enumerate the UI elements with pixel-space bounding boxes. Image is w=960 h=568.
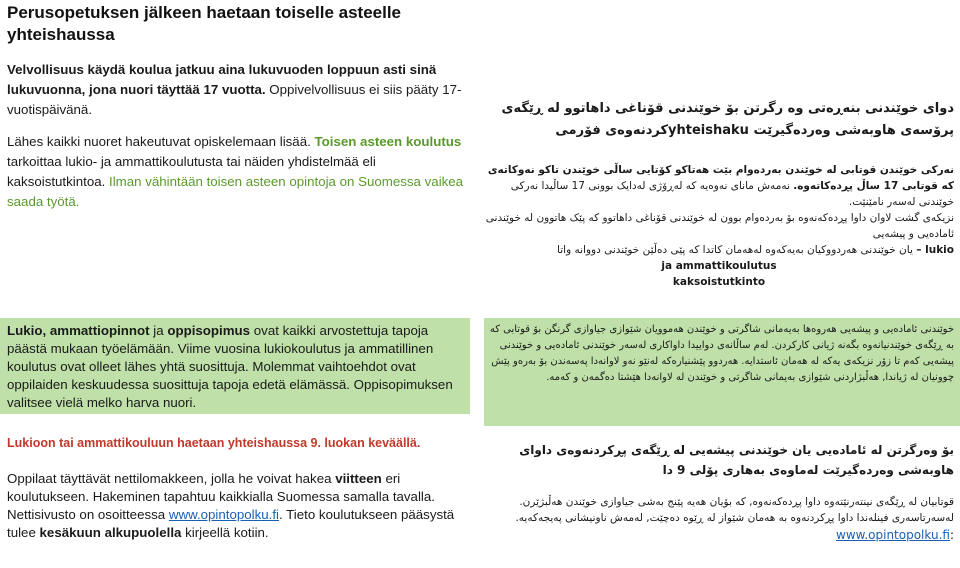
- fi-apply-heading-wrap: [7, 434, 469, 452]
- fi-box-s2: ja: [149, 323, 168, 338]
- fi-apply-b: viitteen: [335, 471, 382, 486]
- fi-p2-d: Ilman vähintään toisen asteen opintoja on Suomessa vaikea saada työtä.: [7, 174, 464, 209]
- fi-apply-a: Oppilaat täyttävät nettilomakkeen, jolla he voivat hakea: [7, 471, 336, 486]
- fi-apply-section: [7, 470, 469, 542]
- ku-apply-heading-wrap: [484, 440, 954, 480]
- ku-apply-section: [484, 494, 954, 544]
- ku-title-b: yhteishaku: [668, 123, 749, 138]
- ku-kaksois-line: kaksoistutkinto: [672, 276, 766, 288]
- ku-intro-rest: نەمەش مانای نەوەیە کە لەڕۆژی لەدایک بوونی 17 ساڵیدا نەرکی خوێندنی لەسەر نامێنێت.: [510, 180, 954, 208]
- fi-box-s4: ovat kaikki arvostettuja tapoja päästä mukaan työelämään. Viime vuosina lukiokoulutus ja ammatillinen koulutus ovat olleet lähes yhtä suosittuja. Molemmat vaihtoehdot ovat oppilaiden keskuudessa suosittuja tapoja edetä elämässä. Oppisopimuksen valitsee vielä melko harva nuori.: [7, 323, 453, 410]
- ku-intro-paragraph: [484, 162, 954, 210]
- fi-opintopolku-link[interactable]: www.opintopolku.fi: [168, 507, 280, 522]
- ku-intro-bold: نەرکی خوێندن قوتابی لە خوێندن بەردەوام بێت هەتاکو کۆتایی ساڵی خوێندن تاکو نەوکاتەی کە قوتابی 17 ساڵ پڕدەکاتەوە.: [487, 164, 954, 192]
- fi-apply-paragraph: [7, 470, 469, 542]
- ku-lukio-text: یان خوێندنی هەردووکیان بەیەکەوە لەهەمان کاتدا کە پێی دەڵێن خوێندنی دووانە واتا: [557, 244, 917, 256]
- fi-intro-rest: Oppivelvollisuus ei siis pääty 17-vuotispäivänä.: [7, 82, 462, 117]
- fi-page-title: Perusopetuksen jälkeen haetaan toiselle asteelle yhteishaussa: [7, 3, 402, 44]
- ku-title-c: کردنەوەی فۆرمی: [555, 123, 669, 138]
- ku-intro-section: [484, 162, 954, 290]
- ku-lukio-label: lukio –: [916, 244, 954, 256]
- ku-box-paragraph: خوێندنی ئامادەیی و پیشەیی هەروەها بەیەمانی شاگرتی و خوێندن هەموویان شێوازی جیاوازی گرنگن بۆ قوتابی کە بە ڕێگەی خوێندنیانەوە بگەنە ژیانی کارکردن. لەم ساڵانەی دواییدا داواکاری لەسەر خوێندنی ئامادەیی و خوێندنی پیشەیی کەم تا زۆر نزیکەی یەکە لە هەمان ئاستدایە. هەردوو پێشنیارەکە لەنێو نەو لاوانەدا پەسەندن بۆ بەرەو پێش چوونیان لە ژیاندا, هەڵبژاردنی شێوازی بەیمانی شاگرتی و خوێندن لە لاوانەدا هێشتا دەگمەن و کەمە.: [489, 324, 954, 383]
- ku-apply-paragraph: قوتابیان لە ڕێگەی نینتەرنێتەوە داوا پڕدەکەنەوە, کە بۆیان هەیە پێنج بەشی جیاوازی خوێندن هەڵبژێرن. لەسەرتاسەری فینلەندا داوا پڕکردنەوە بە هەمان شێواز لە ڕێوە دەچێت, لەمەش ناونیشانی پەیجەکەیە.: [515, 496, 954, 524]
- ku-lukio-paragraph: [484, 242, 954, 258]
- ku-opintopolku-link[interactable]: www.opintopolku.fi: [836, 528, 950, 542]
- ku-box-content: [484, 322, 954, 386]
- fi-apply-f: kirjeellä kotiin.: [181, 525, 269, 540]
- fi-education-text: [7, 132, 469, 212]
- fi-box-content: [7, 322, 469, 412]
- fi-p2-c: tarkoittaa lukio- ja ammattikoulutusta tai näiden yhdistelmää eli kaksoistutkintoa.: [7, 154, 376, 189]
- fi-header-section: [7, 2, 469, 46]
- fi-p2-a: Lähes kaikki nuoret hakeutuvat opiskelemaan lisää.: [7, 134, 311, 149]
- fi-box-paragraph: [7, 322, 469, 412]
- fi-intro-bold: Velvollisuus käydä koulua jatkuu aina lukuvuoden loppuun asti sinä lukuvuonna, jona nuori täyttää 17 vuotta.: [7, 62, 437, 97]
- fi-p2-b: Toisen asteen koulutus: [310, 134, 462, 149]
- fi-apply-e: kesäkuun alkupuolella: [39, 525, 182, 540]
- ku-link-line: www.opintopolku.fi:: [836, 528, 954, 542]
- ku-apply-heading: بۆ وەرگرتن لە ئامادەیی یان خوێندنی پیشەیی لە ڕێگەی پڕکردنەوەی داوای هاوبەشی وەردەگیرێت لەماوەی بەهاری پۆلی 9 دا: [519, 443, 954, 477]
- ku-title-a: دوای خوێندنی بنەڕەتی وە رگرتن بۆ خوێندنی قۆناغی داهاتوو لە ڕێگەی پرۆسەی هاوبەشی وەردەگیرێت: [501, 101, 954, 138]
- ku-title-section: [484, 98, 954, 142]
- fi-apply-d: . Tieto koulutukseen pääsystä tulee: [7, 507, 455, 540]
- ku-page-title: [484, 98, 954, 142]
- fi-education-paragraph: [7, 132, 469, 212]
- fi-intro-paragraph: [7, 60, 469, 120]
- ku-education-paragraph: نزیکەی گشت لاوان داوا پڕدەکەنەوە بۆ بەردەوام بوون لە خوێندنی قۆناغی داهاتوو کە پێک هاتوون لە خوێندنی ئامادەیی و پیشەیی: [485, 212, 954, 240]
- fi-box-s3: oppisopimus: [167, 323, 251, 338]
- fi-apply-heading: Lukioon tai ammattikouluun haetaan yhteishaussa 9. luokan keväällä.: [7, 436, 421, 450]
- fi-intro: [7, 60, 469, 120]
- ku-ammatti-line: ja ammattikoulutus: [661, 260, 777, 272]
- fi-box-s1: Lukio, ammattiopinnot: [7, 323, 150, 338]
- fi-apply-c: eri koulutukseen. Hakeminen tapahtuu kaikkialla Suomessa samalla tavalla. Nettisivusto on osoitteessa: [7, 471, 435, 522]
